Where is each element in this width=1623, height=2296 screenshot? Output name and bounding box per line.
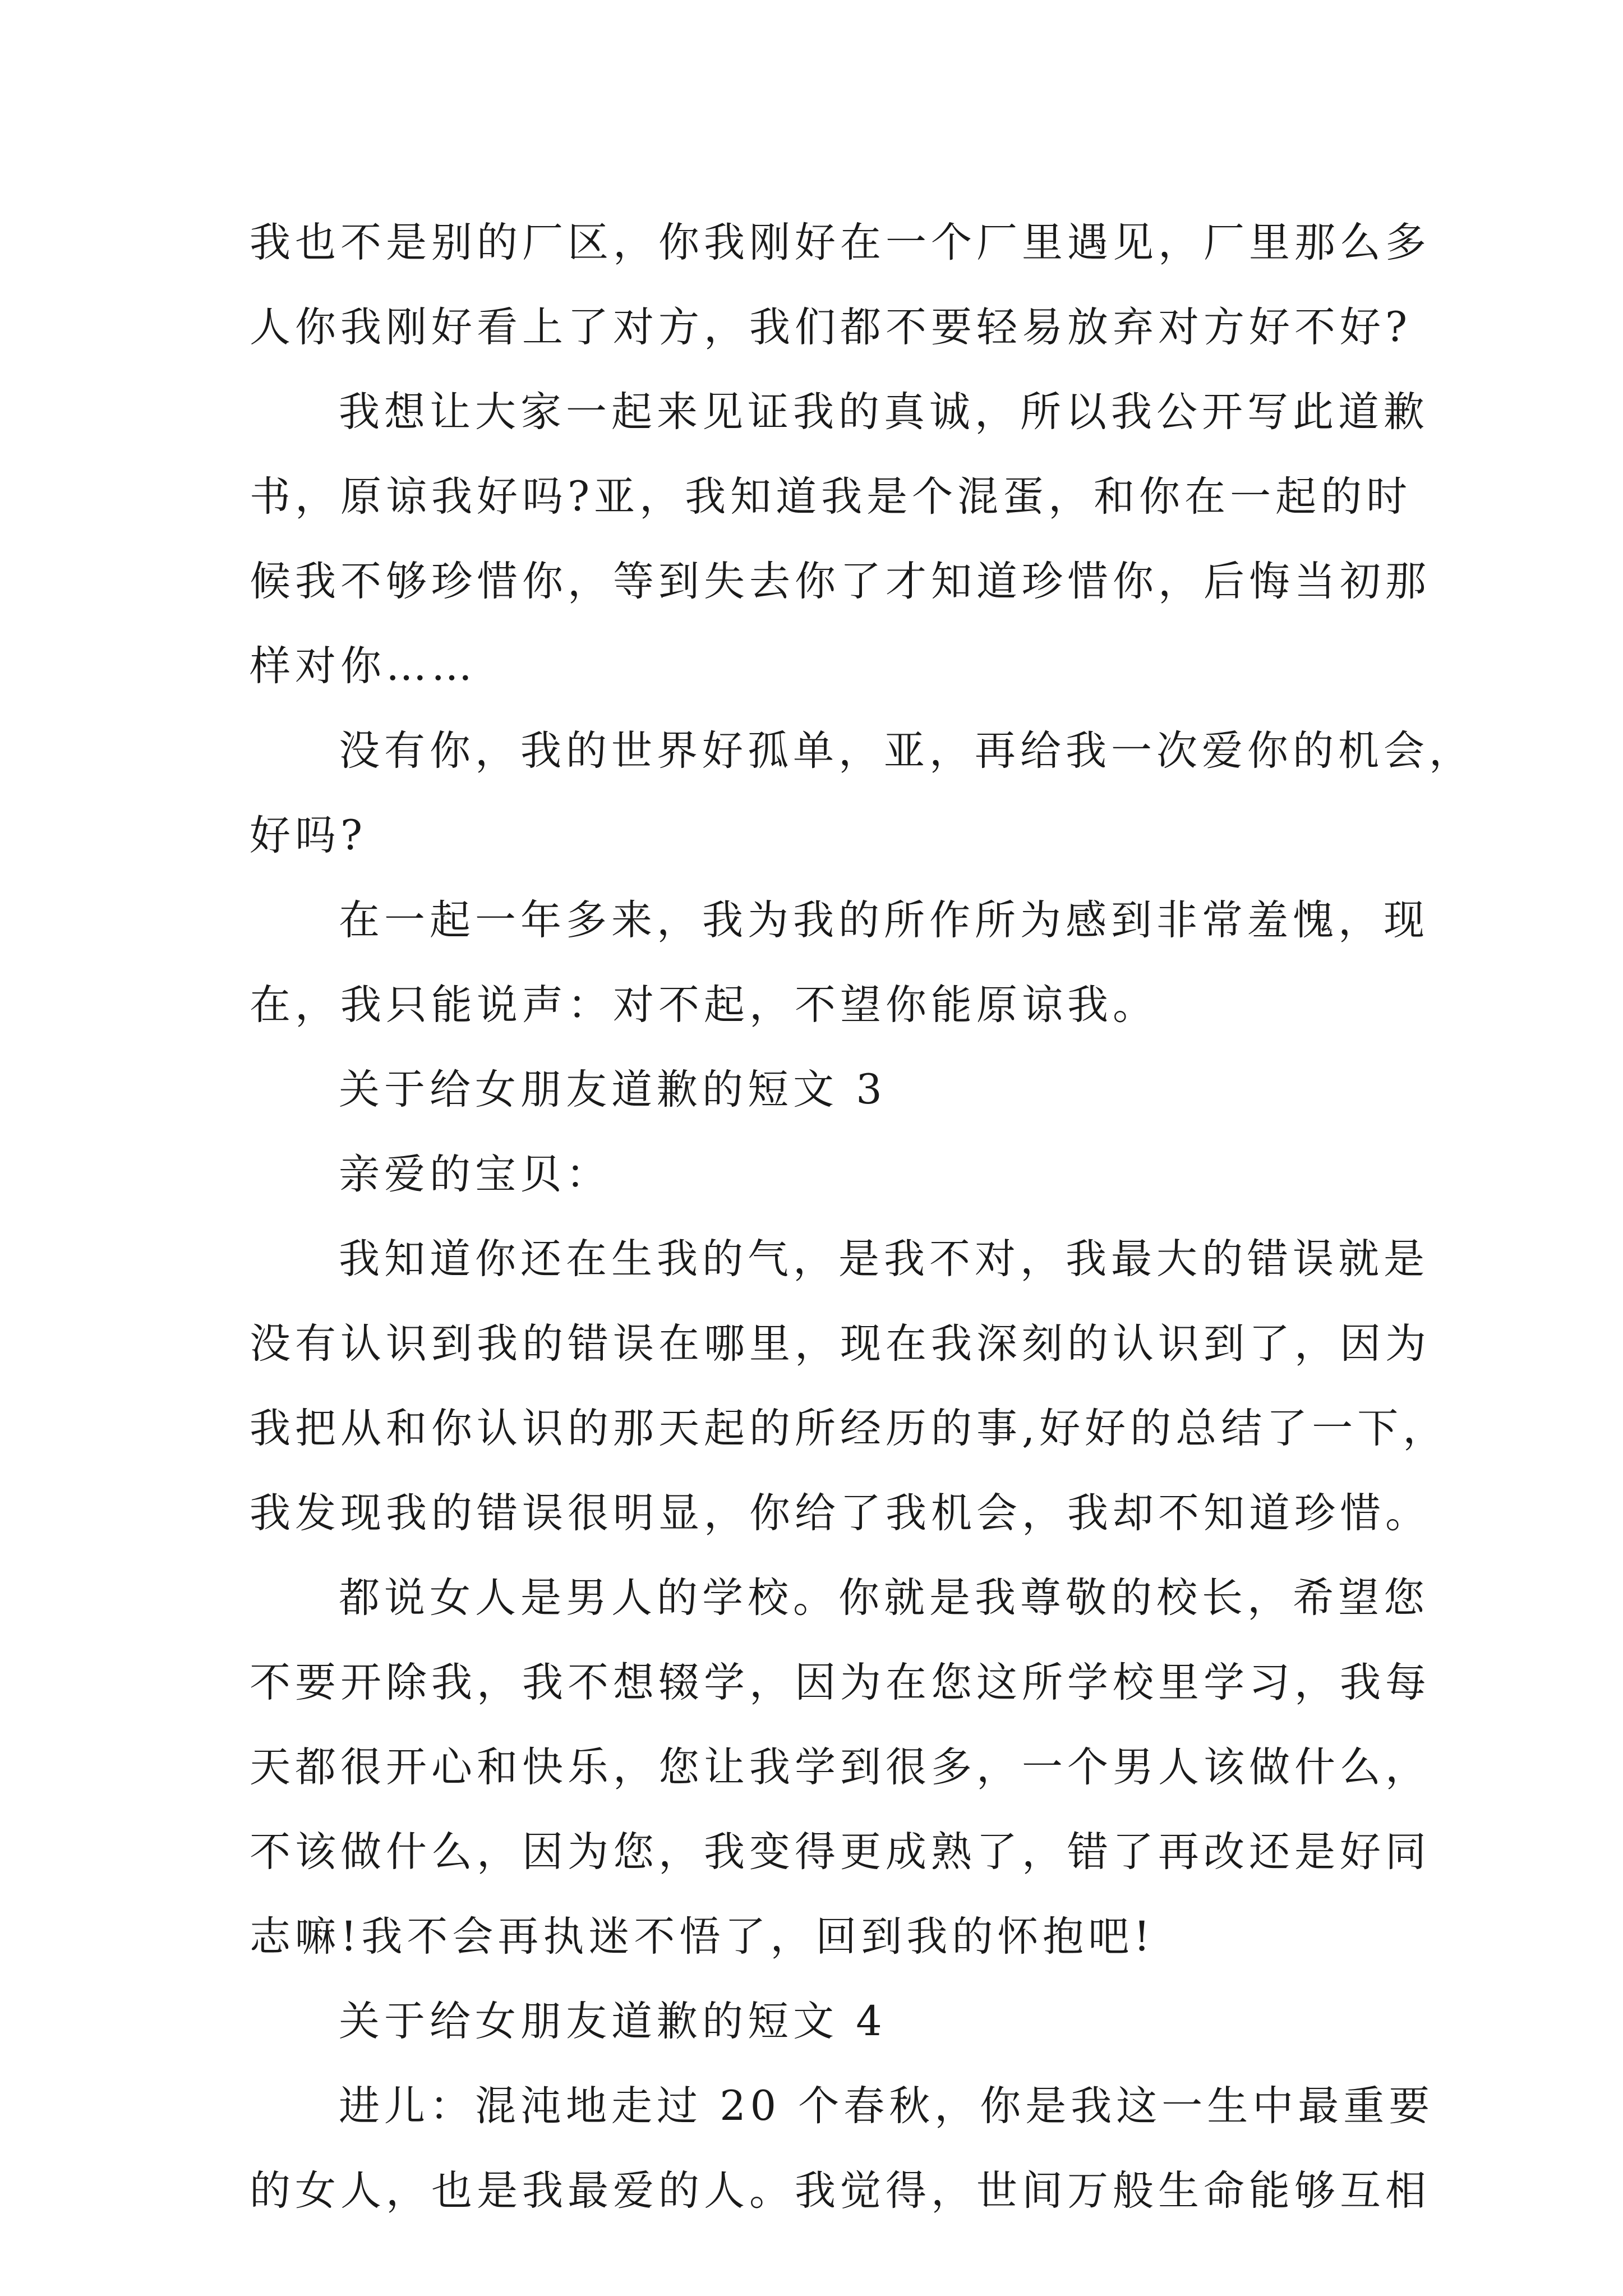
text-line: 在，我只能说声：对不起，不望你能原谅我。 bbox=[250, 981, 1158, 1029]
text-line: 我知道你还在生我的气，是我不对，我最大的错误就是 bbox=[339, 1235, 1429, 1283]
text-line: 的女人，也是我最爱的人。我觉得，世间万般生命能够互相 bbox=[250, 2167, 1431, 2215]
text-line: 书，原谅我好吗?亚，我知道我是个混蛋，和你在一起的时 bbox=[250, 473, 1412, 521]
text-line: 进儿：混沌地走过 20 个春秋，你是我这一生中最重要 bbox=[339, 2082, 1435, 2130]
text-line: 没有认识到我的错误在哪里，现在我深刻的认识到了，因为 bbox=[250, 1320, 1431, 1368]
text-line: 样对你…… bbox=[250, 642, 477, 690]
text-line: 好吗? bbox=[250, 812, 367, 859]
text-line: 没有你，我的世界好孤单，亚，再给我一次爱你的机会， bbox=[339, 727, 1474, 775]
text-line: 在一起一年多来，我为我的所作所为感到非常羞愧，现 bbox=[339, 896, 1429, 944]
text-line: 志嘛!我不会再执迷不悟了，回到我的怀抱吧! bbox=[250, 1913, 1155, 1961]
text-line: 不该做什么，因为您，我变得更成熟了，错了再改还是好同 bbox=[250, 1828, 1431, 1876]
text-line: 不要开除我，我不想辍学，因为在您这所学校里学习，我每 bbox=[250, 1659, 1431, 1706]
text-line: 关于给女朋友道歉的短文 4 bbox=[339, 1998, 887, 2045]
document-body bbox=[250, 215, 1474, 2248]
text-line: 亲爱的宝贝： bbox=[339, 1151, 611, 1198]
text-line: 我想让大家一起来见证我的真诚，所以我公开写此道歉 bbox=[339, 388, 1429, 436]
text-line: 我也不是别的厂区，你我刚好在一个厂里遇见，厂里那么多 bbox=[250, 219, 1431, 266]
text-line: 天都很开心和快乐，您让我学到很多，一个男人该做什么， bbox=[250, 1743, 1431, 1791]
text-line: 候我不够珍惜你，等到失去你了才知道珍惜你，后悔当初那 bbox=[250, 558, 1431, 605]
text-line: 我把从和你认识的那天起的所经历的事,好好的总结了一下， bbox=[250, 1405, 1449, 1452]
text-line: 人你我刚好看上了对方，我们都不要轻易放弃对方好不好? bbox=[250, 303, 1412, 351]
text-line: 关于给女朋友道歉的短文 3 bbox=[339, 1066, 887, 1114]
text-line: 都说女人是男人的学校。你就是我尊敬的校长，希望您 bbox=[339, 1574, 1429, 1622]
text-line: 我发现我的错误很明显，你给了我机会，我却不知道珍惜。 bbox=[250, 1489, 1431, 1537]
